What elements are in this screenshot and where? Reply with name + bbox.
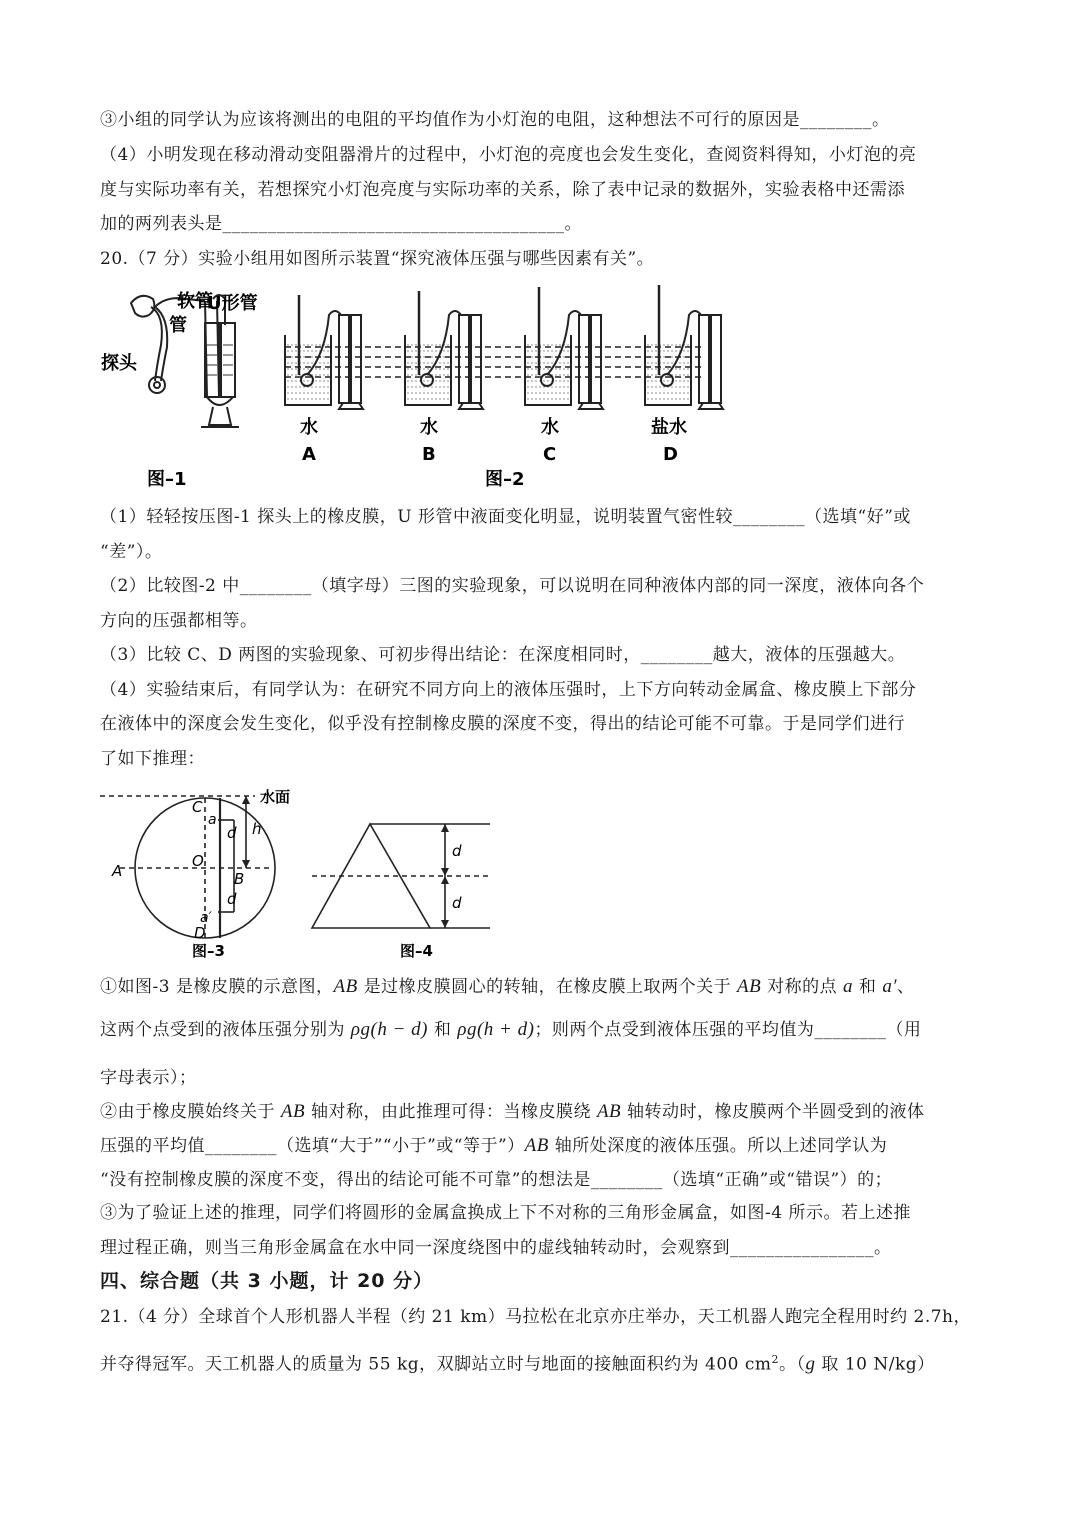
text-line: 并夺得冠军。天工机器人的质量为 55 kg，双脚站立时与地面的接触面积约为 400 $cm^2$。（g 取 10 N/kg） — [100, 1353, 935, 1375]
fig4-d-label-2: d — [452, 894, 462, 912]
liquid-label-c: 水 — [541, 417, 559, 438]
text-line: （4）小明发现在移动滑动变阻器滑片的过程中，小灯泡的亮度也会发生变化，查阅资料得知，小灯泡的亮 — [100, 145, 917, 165]
point-b-label: B — [234, 870, 245, 888]
text-line: ③小组的同学认为应该将测出的电阻的平均值作为小灯泡的电阻，这种想法不可行的原因是________。 — [100, 110, 890, 130]
point-a-prime-label: a′ — [200, 910, 212, 926]
text-line: 在液体中的深度会发生变化，似乎没有控制橡皮膜的深度不变，得出的结论可能不可靠。于是同学们进行 — [100, 714, 905, 734]
beaker — [405, 335, 451, 405]
liquid-label-d: 盐水 — [651, 417, 687, 438]
h-label: h — [252, 820, 262, 838]
utube-label: U形管 — [207, 293, 258, 314]
liquid-label-b: 水 — [420, 417, 438, 438]
probe-head — [301, 374, 313, 386]
hose — [667, 311, 701, 375]
u-tube-left — [579, 315, 589, 403]
hose-label: 软管 — [177, 291, 213, 312]
text-line: 方向的压强都相等。 — [100, 611, 258, 631]
text-line: （1）轻轻按压图-1 探头上的橡皮膜，U 形管中液面变化明显，说明装置气密性较________（选填“好”或 — [100, 507, 911, 527]
figure-1-2 — [95, 285, 735, 495]
text-line: ③为了验证上述的推理，同学们将圆形的金属盒换成上下不对称的三角形金属盒，如图-4 所示。若上述推 — [100, 1203, 911, 1223]
formula: ρg(h − d) — [350, 1019, 429, 1040]
text-line: 字母表示）； — [100, 1068, 197, 1088]
u-tube-left — [459, 315, 469, 403]
text-line: “差”）。 — [100, 542, 163, 562]
text-line: “没有控制橡皮膜的深度不变，得出的结论可能不可靠”的想法是________（选填“正确”或“错误”）的； — [100, 1170, 893, 1190]
point-c-label: C — [192, 798, 203, 816]
u-tube-left — [699, 315, 709, 403]
text-line: 加的两列表头是______________________________________。 — [100, 214, 582, 234]
text-line: 了如下推理： — [100, 749, 205, 769]
u-tube-right — [591, 315, 601, 403]
figure-3-4 — [100, 780, 520, 960]
figure-4-caption: 图–4 — [400, 942, 433, 960]
liquid-label-a: 水 — [300, 417, 318, 438]
u-tube-right — [711, 315, 721, 403]
hose — [547, 311, 581, 375]
beaker — [285, 335, 331, 405]
probe-head — [661, 374, 673, 386]
point-d-label: D — [194, 924, 206, 942]
figure-3-caption: 图–3 — [192, 942, 225, 960]
text-line: （3）比较 C、D 两图的实验现象、可初步得出结论：在深度相同时，________越大，液体的压强越大。 — [100, 645, 906, 665]
letter-d: D — [663, 444, 678, 465]
water-surface-label: 水面 — [260, 788, 291, 806]
text-line: ②由于橡皮膜始终关于 AB 轴对称，由此推理可得：当橡皮膜绕 AB 轴转动时，橡皮膜两个半圆受到的液体 — [100, 1101, 925, 1122]
letter-c: C — [543, 444, 557, 465]
text-line: 度与实际功率有关，若想探究小灯泡亮度与实际功率的关系，除了表中记录的数据外，实验表格中还需添 — [100, 180, 905, 200]
text-line: （4）实验结束后，有同学认为：在研究不同方向上的液体压强时，上下方向转动金属盒、橡皮膜上下部分 — [100, 680, 917, 700]
question-20-title: 20.（7 分）实验小组用如图所示装置“探究液体压强与哪些因素有关”。 — [100, 249, 655, 269]
d-label-2: d — [227, 890, 237, 908]
hose — [307, 311, 341, 375]
probe-head — [541, 374, 553, 386]
text-line: 压强的平均值________（选填“大于”“小于”或“等于”）AB 轴所处深度的液体压强。所以上述同学认为 — [100, 1135, 888, 1156]
text-line: ①如图-3 是橡皮膜的示意图，AB 是过橡皮膜圆心的转轴，在橡皮膜上取两个关于 AB 对称的点 a 和 a′、 — [100, 976, 915, 997]
section-heading: 四、综合题（共 3 小题，计 20 分） — [100, 1270, 434, 1292]
beaker — [525, 335, 571, 405]
letter-b: B — [422, 444, 436, 465]
letter-a: A — [302, 444, 316, 465]
beaker — [645, 335, 691, 405]
probe-head — [421, 374, 433, 386]
point-a-axis-label: A — [112, 862, 123, 880]
point-a-label: a — [208, 812, 217, 828]
probe-label: 探头 — [101, 353, 137, 374]
d-label-1: d — [227, 824, 237, 842]
hose — [427, 311, 461, 375]
text-line: 理过程正确，则当三角形金属盒在水中同一深度绕图中的虚线轴转动时，会观察到________________。 — [100, 1238, 892, 1258]
u-tube-left — [339, 315, 349, 403]
question-21-title: 21.（4 分）全球首个人形机器人半程（约 21 km）马拉松在北京亦庄举办，天工机器人跑完全程用时约 2.7h， — [100, 1307, 972, 1327]
formula: ρg(h + d) — [457, 1019, 535, 1040]
text-line: （2）比较图-2 中________（填字母）三图的实验现象，可以说明在同种液体内部的同一深度，液体向各个 — [100, 576, 925, 596]
fig4-d-label-1: d — [452, 842, 462, 860]
text-line: 这两个点受到的液体压强分别为 ρg(h − d) 和 ρg(h + d)；则两个点受到液体压强的平均值为________（用 — [100, 1019, 922, 1040]
figure-2-caption: 图–2 — [485, 469, 525, 490]
hose-label-2: 管 — [169, 315, 187, 336]
point-o-label: O — [192, 852, 204, 870]
u-tube-right — [351, 315, 361, 403]
u-tube-right — [471, 315, 481, 403]
figure-1-caption: 图–1 — [147, 469, 187, 490]
